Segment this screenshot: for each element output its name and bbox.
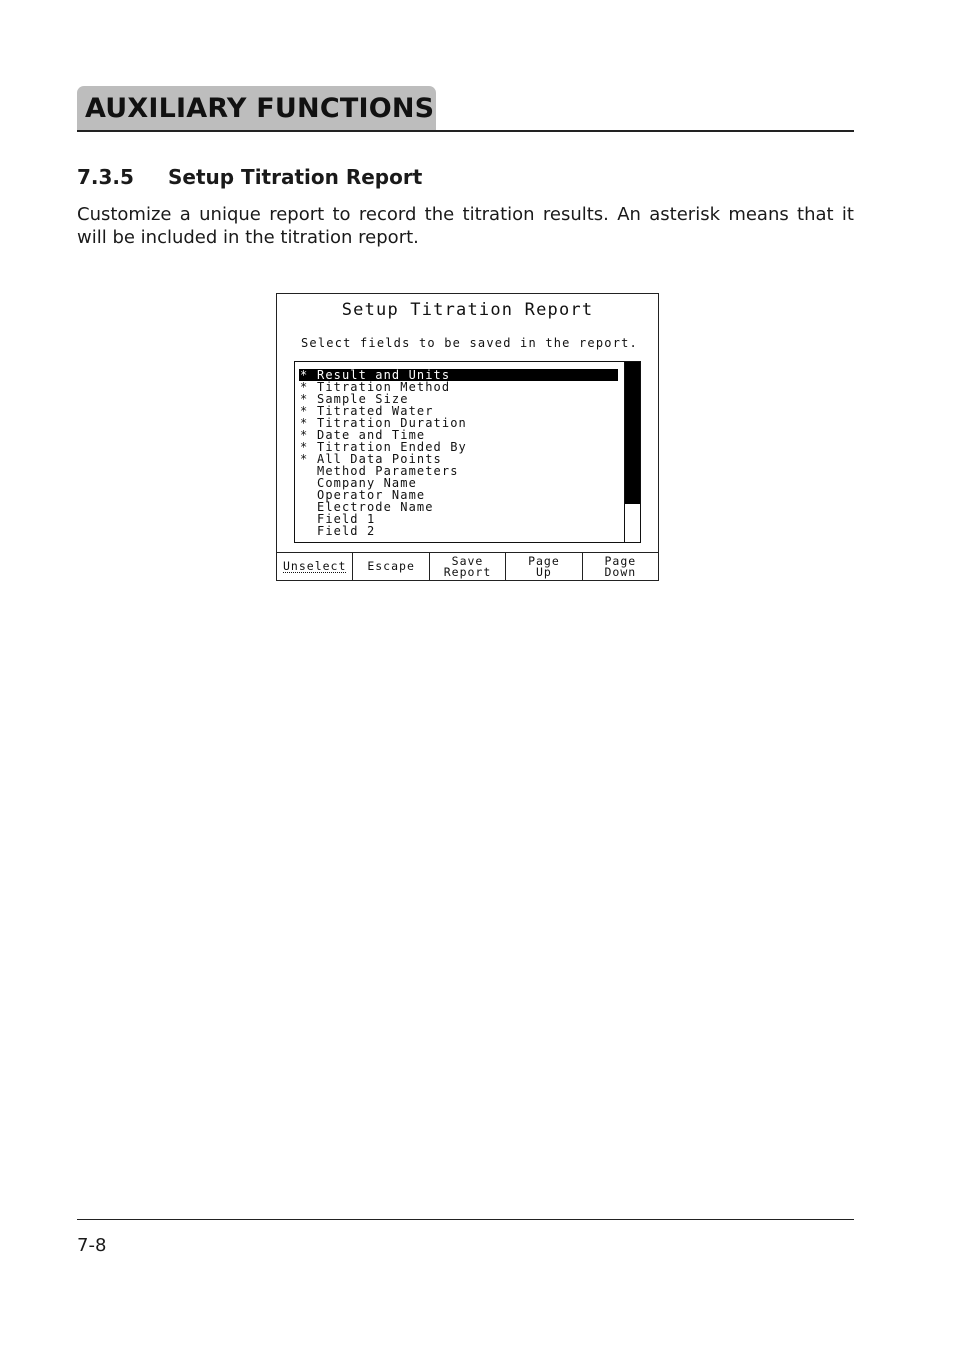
header-divider: [77, 130, 854, 132]
list-item-label: Electrode Name: [317, 500, 434, 514]
device-screen: [276, 293, 659, 581]
escape-label: Escape: [367, 559, 415, 573]
section-number: 7.3.5: [77, 165, 134, 189]
list-item-label: Titrated Water: [317, 404, 434, 418]
softkey-bar: [277, 552, 658, 580]
list-item-label: Method Parameters: [317, 464, 459, 478]
intro-paragraph: Customize a unique report to record the titration results. An asterisk means that it will be included in the titration report.: [77, 204, 854, 248]
screen-title: Setup Titration Report: [341, 300, 594, 320]
page-down-button[interactable]: [583, 553, 658, 580]
include-marker: *: [300, 404, 309, 418]
list-item[interactable]: [299, 525, 618, 537]
list-item-label: All Data Points: [317, 452, 442, 466]
section-title: Setup Titration Report: [168, 165, 423, 189]
list-item-label: Company Name: [317, 476, 417, 490]
include-marker: *: [300, 428, 309, 442]
footer-divider: [77, 1219, 854, 1220]
list-item-label: Titration Method: [317, 380, 451, 394]
report-field-list: [294, 361, 641, 543]
unselect-button[interactable]: [277, 553, 353, 580]
list-item-label: Date and Time: [317, 428, 426, 442]
include-marker: *: [300, 392, 309, 406]
list-item-label: Titration Ended By: [317, 440, 467, 454]
page-number: 7-8: [77, 1235, 107, 1256]
list-item-label: Sample Size: [317, 392, 409, 406]
list-item-label: Titration Duration: [317, 416, 467, 430]
page-up-label: Page Up: [528, 553, 560, 579]
include-marker: *: [300, 416, 309, 430]
list-scrollbar[interactable]: [624, 362, 640, 542]
field-list: [299, 369, 618, 537]
page-up-button[interactable]: [506, 553, 582, 580]
unselect-label: Unselect: [283, 558, 347, 573]
list-item-label: Field 1: [317, 512, 376, 526]
escape-button[interactable]: [353, 553, 429, 580]
page-down-label: Page Down: [604, 553, 637, 579]
screen-instruction: Select fields to be saved in the report.: [301, 336, 638, 350]
list-item-label: Result and Units: [317, 368, 451, 382]
include-marker: *: [300, 452, 309, 466]
include-marker: *: [300, 380, 309, 394]
save-report-label: Save Report: [443, 553, 492, 579]
chapter-title: AUXILIARY FUNCTIONS: [85, 93, 435, 124]
include-marker: *: [300, 368, 309, 382]
include-marker: *: [300, 440, 309, 454]
list-item-label: Operator Name: [317, 488, 426, 502]
scrollbar-thumb[interactable]: [625, 362, 640, 504]
list-item-label: Field 2: [317, 524, 376, 538]
save-report-button[interactable]: [430, 553, 506, 580]
